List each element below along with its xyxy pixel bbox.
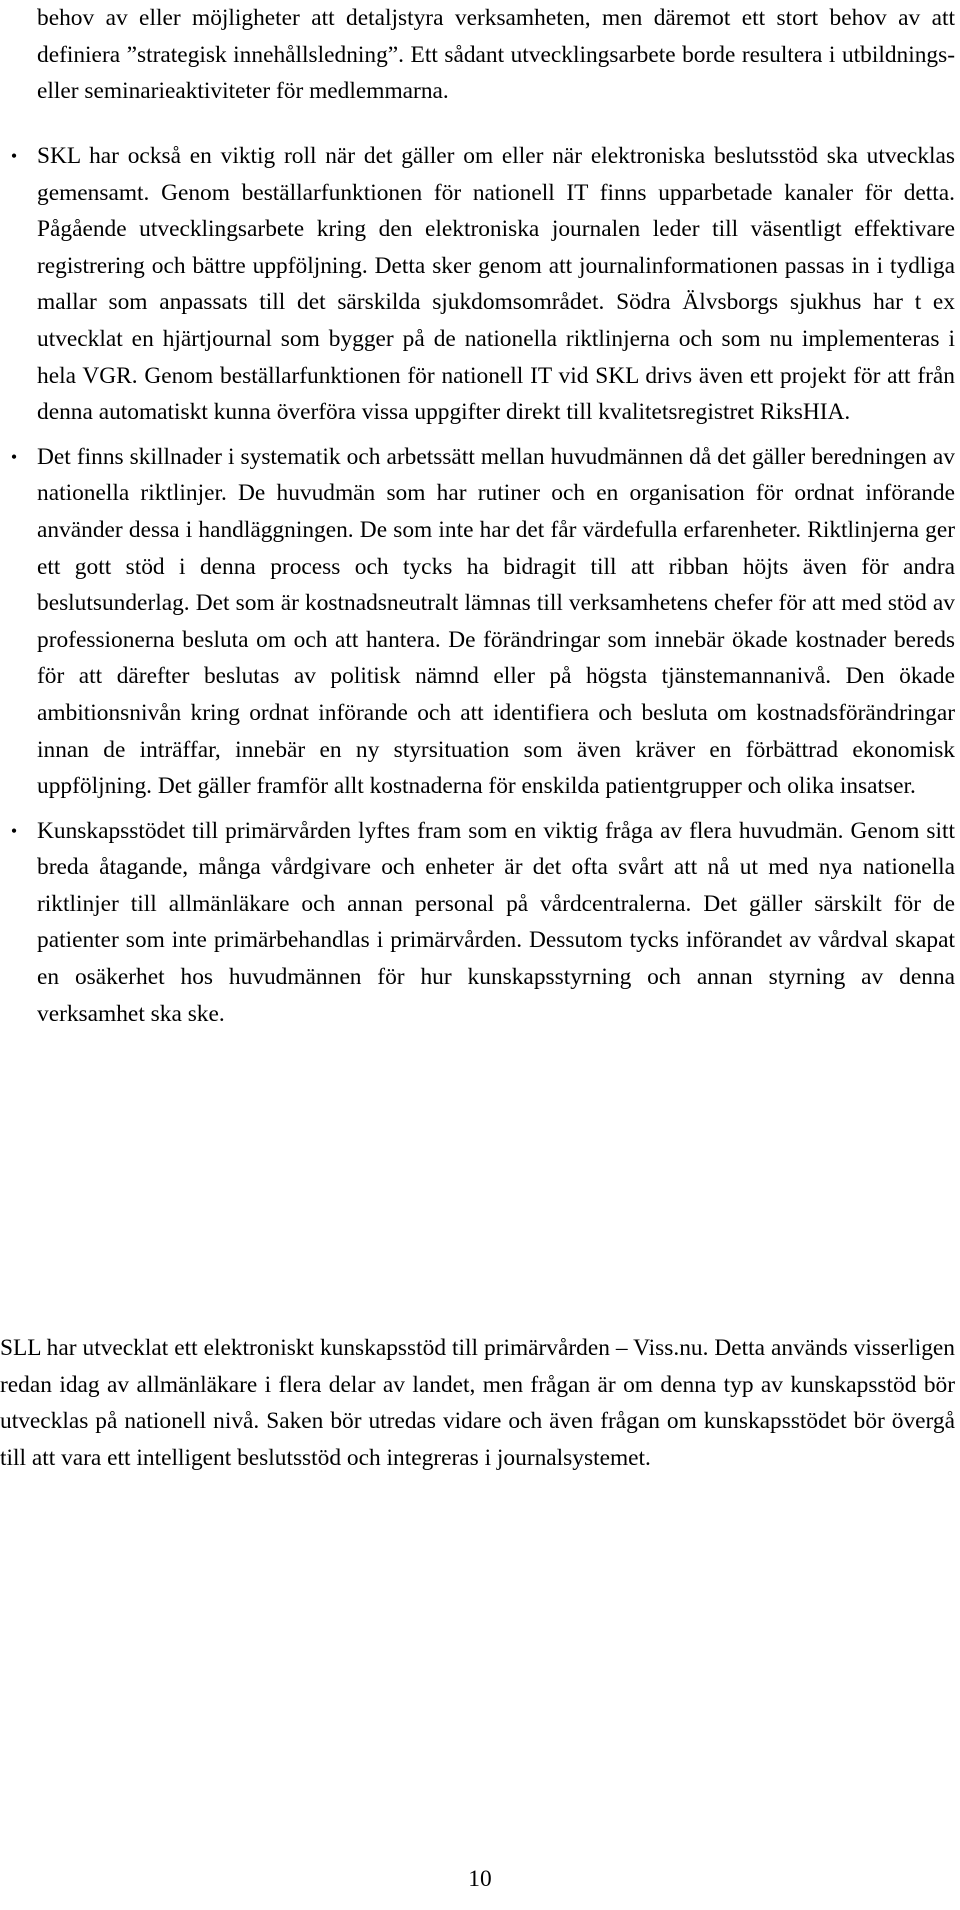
final-paragraph: SLL har utvecklat ett elektroniskt kunskapsstöd till primärvården – Viss.nu. Detta används visserligen redan idag av allmänläkare i flera delar av landet, men frågan är om denna typ av kunskapsstöd bör utvecklas på nationell nivå. Saken bör utredas vidare och även frågan om kunskapsstödet bör övergå till att vara ett intelligent beslutsstöd och integreras i journalsystemet. [0, 1335, 955, 1471]
bullet-icon: • [10, 820, 18, 841]
list-item-text: Det finns skillnader i systematik och arbetssätt mellan huvudmännen då det gäller beredningen av nationella riktlinjer. De huvudmän som har rutiner och en organisation för ordnat införande använder dessa i handläggningen. De som inte har det får värdefulla erfarenheter. Riktlinjerna ger ett gott stöd i denna process och tycks ha bidragit till att ribban höjts även för andra beslutsunderlag. Det som är kostnadsneutralt lämnas till verksamhetens chefer för att med stöd av professionerna besluta om och att hantera. De förändringar som innebär ökade kostnader bereds för att därefter beslutas av politisk nämnd eller på högsta tjänstemannanivå. Den ökade ambitionsnivån kring ordnat införande och att identifiera och besluta om kostnadsförändringar innan de inträffar, innebär en ny styrsituation som även kräver en förbättrad ekonomisk uppföljning. Det gäller framför allt kostnaderna för enskilda patientgrupper och olika insatser. [37, 443, 955, 800]
bullet-icon: • [10, 446, 18, 467]
list-item-text: Kunskapsstödet till primärvården lyftes fram som en viktig fråga av flera huvudmän. Genom sitt breda åtagande, många vårdgivare och enheter är det ofta svårt att nå ut med nya nationella riktlinjer till allmänläkare och annan personal på vårdcentralerna. Det gäller särskilt för de patienter som inte primärbehandlas i primärvården. Dessutom tycks införandet av vårdval skapat en osäkerhet hos huvudmännen för hur kunskapsstyrning och annan styrning av denna verksamhet ska ske. [37, 817, 955, 1027]
page-number: 10 [468, 1866, 492, 1892]
bullet-icon: • [10, 146, 18, 166]
list-item [0, 439, 955, 805]
list-item [0, 138, 955, 431]
list-item-text: SKL har också en viktig roll när det gäller om eller när elektroniska beslutsstöd ska utvecklas gemensamt. Genom beställarfunktionen för nationell IT finns upparbetade kanaler för detta. Pågående utvecklingsarbete kring den elektroniska journalen leder till väsentligt effektivare registrering och bättre uppföljning. Detta sker genom att journalinformationen passas in i tydliga mallar som anpassats till det särskilda sjukdomsområdet. Södra Älvsborgs sjukhus har t ex utvecklat en hjärtjournal som bygger på de nationella riktlinjerna och som nu implementeras i hela VGR. Genom beställarfunktionen för nationell IT vid SKL drivs även ett projekt för att från denna automatiskt kunna överföra vissa uppgifter direkt till kvalitetsregistret RiksHIA. [37, 143, 955, 426]
bullet-list [0, 138, 960, 1040]
list-item [0, 813, 955, 1033]
continuation-paragraph: behov av eller möjligheter att detaljstyra verksamheten, men däremot ett stort behov av att definiera ”strategisk innehållsledning”. Ett sådant utvecklingsarbete borde resultera i utbildnings- eller seminarieaktiviteter för medlemmarna. [37, 5, 955, 105]
